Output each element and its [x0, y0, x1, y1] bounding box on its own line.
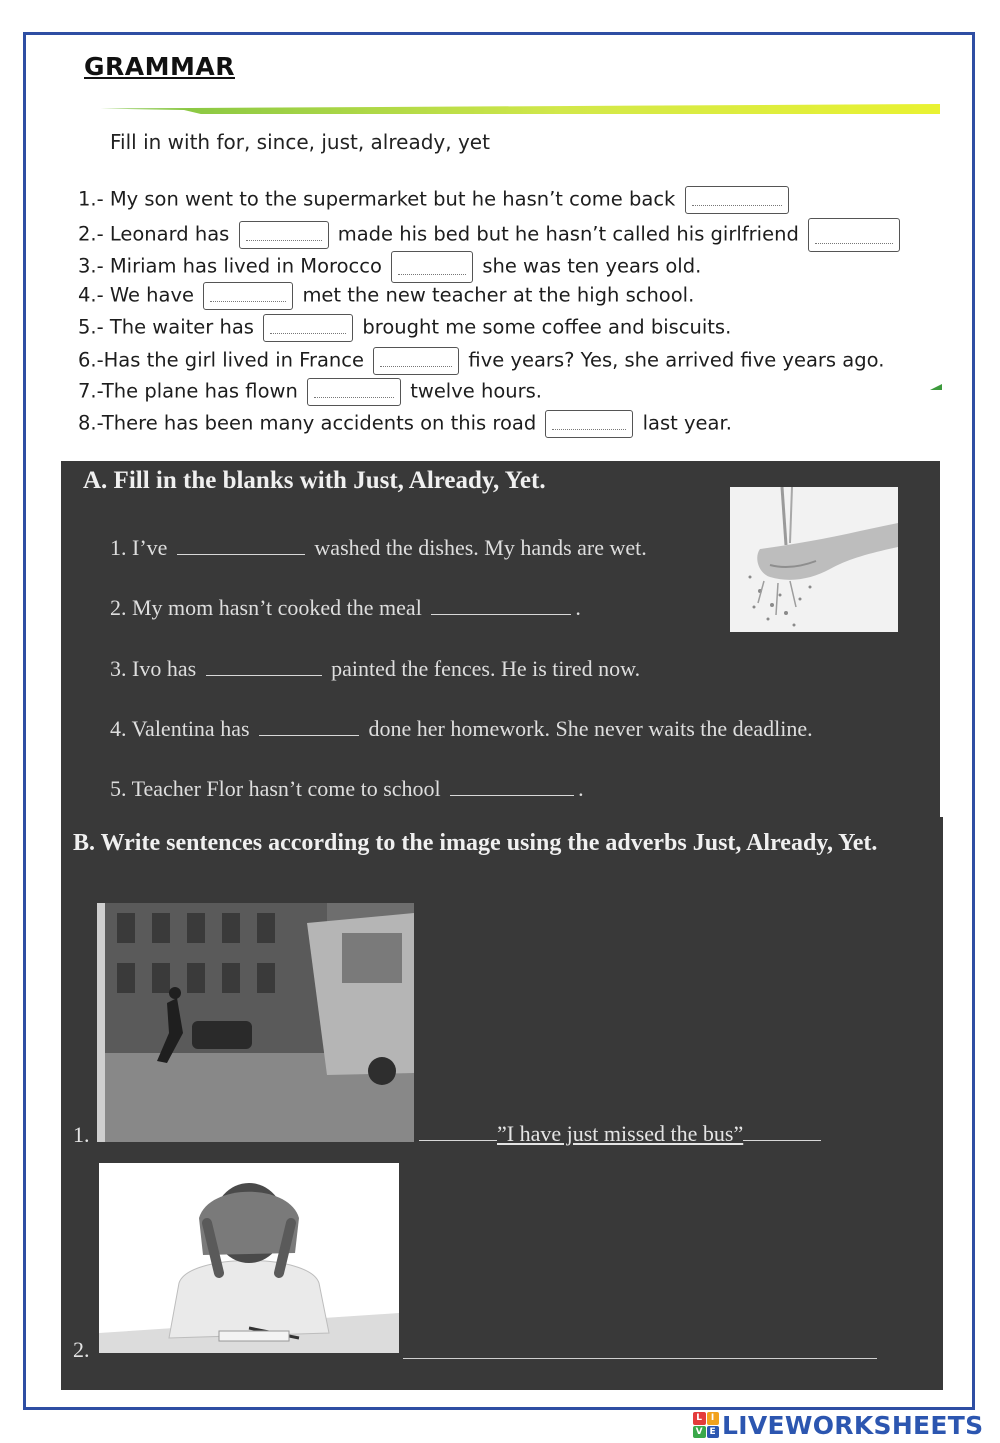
blank-a-3[interactable]	[206, 657, 322, 676]
answer-box-3[interactable]	[391, 251, 473, 283]
blank-b-1-left	[419, 1122, 497, 1141]
logo-mark-letter: V	[693, 1426, 706, 1439]
answer-box-6[interactable]	[373, 347, 459, 375]
answer-box-2b[interactable]	[808, 218, 900, 252]
stressed-boy-image	[99, 1163, 399, 1353]
line-text: 8.-There has been many accidents on this road	[78, 411, 537, 435]
line-text: five years? Yes, she arrived five years ago.	[468, 348, 885, 372]
exercise-b-item-1-answer	[419, 1121, 821, 1147]
exercise-1-instruction: Fill in with for, since, just, already, yet	[110, 130, 490, 154]
line-text: 1.- My son went to the supermarket but he hasn’t come back	[78, 187, 676, 211]
item-number: 3.	[110, 656, 127, 681]
logo-mark-icon	[693, 1412, 719, 1438]
line-text: last year.	[642, 411, 732, 435]
exercise-section-1	[0, 0, 1000, 460]
exercise-b-item-2-number: 2.	[73, 1337, 90, 1362]
line-text: brought me some coffee and biscuits.	[362, 315, 732, 339]
item-text: washed the dishes. My hands are wet.	[314, 535, 647, 560]
answer-box-7[interactable]	[307, 378, 401, 406]
item-number: 2.	[110, 595, 127, 620]
logo-text: LIVEWORKSHEETS	[722, 1410, 984, 1440]
exercise-1-line-8	[78, 410, 732, 438]
item-text: Teacher Flor hasn’t come to school	[131, 776, 441, 801]
line-text: 4.- We have	[78, 283, 195, 307]
page-title: GRAMMAR	[84, 52, 235, 81]
boy-illustration	[99, 1163, 399, 1353]
line-text: she was ten years old.	[482, 254, 702, 278]
line-text: twelve hours.	[410, 379, 542, 403]
logo-mark-letter: E	[707, 1426, 720, 1439]
blank-b-1-right	[743, 1122, 821, 1141]
item-number: 4.	[110, 716, 127, 741]
exercise-b-item-1-number: 1.	[73, 1122, 90, 1147]
answer-box-1[interactable]	[685, 186, 789, 214]
answer-box-8[interactable]	[545, 410, 633, 438]
exercise-b-heading: B. Write sentences according to the image using the adverbs Just, Already, Yet.	[73, 830, 878, 856]
item-text: Ivo has	[132, 656, 197, 681]
line-text: 7.-The plane has flown	[78, 379, 298, 403]
decorative-green-mark	[930, 384, 942, 390]
line-text: 2.- Leonard has	[78, 222, 230, 246]
item-text: done her homework. She never waits the deadline.	[368, 716, 813, 741]
street-scene-illustration	[97, 903, 414, 1142]
item-number: 1.	[110, 535, 127, 560]
line-text: 6.-Has the girl lived in France	[78, 348, 365, 372]
item-text: .	[578, 776, 584, 801]
exercise-a-item-2	[110, 595, 581, 621]
liveworksheets-logo	[693, 1410, 983, 1440]
logo-mark-letter: L	[693, 1412, 706, 1425]
line-text: 3.- Miriam has lived in Morocco	[78, 254, 382, 278]
blank-a-2[interactable]	[431, 596, 571, 615]
item-text: painted the fences. He is tired now.	[331, 656, 641, 681]
item-number: 5.	[110, 776, 127, 801]
exercise-1-line-3	[78, 251, 701, 283]
answer-box-5[interactable]	[263, 314, 353, 342]
exercise-a-heading: A. Fill in the blanks with Just, Already, Yet.	[83, 467, 546, 494]
line-text: met the new teacher at the high school.	[302, 283, 695, 307]
exercise-a-item-4	[110, 716, 813, 742]
exercise-a-item-1	[110, 535, 647, 561]
exercise-a-panel	[61, 461, 940, 817]
exercise-1-line-1	[78, 186, 792, 214]
exercise-b-panel	[61, 817, 943, 1390]
water-hand-illustration	[730, 487, 898, 632]
water-hand-image	[730, 487, 898, 632]
answer-text: ”I have just missed the bus”	[497, 1121, 744, 1146]
bus-street-image	[97, 903, 414, 1142]
exercise-b-item-2-answer-line[interactable]	[403, 1358, 877, 1359]
blank-a-1[interactable]	[177, 536, 305, 555]
exercise-a-item-3	[110, 656, 640, 682]
answer-box-2a[interactable]	[239, 221, 329, 249]
line-text: made his bed but he hasn’t called his girlfriend	[337, 222, 799, 246]
item-text: Valentina has	[131, 716, 250, 741]
exercise-1-line-6	[78, 347, 884, 375]
blank-a-4[interactable]	[259, 717, 359, 736]
item-text: My mom hasn’t cooked the meal	[132, 595, 422, 620]
exercise-a-item-5	[110, 776, 584, 802]
line-text: 5.- The waiter has	[78, 315, 254, 339]
exercise-1-line-2	[78, 218, 903, 252]
exercise-1-line-5	[78, 314, 731, 342]
blank-a-5[interactable]	[450, 777, 574, 796]
exercise-1-line-4	[78, 282, 694, 310]
logo-mark-letter: I	[707, 1412, 720, 1425]
exercise-1-line-7	[78, 378, 542, 406]
answer-box-4[interactable]	[203, 282, 293, 310]
item-text: I’ve	[132, 535, 168, 560]
item-text: .	[575, 595, 581, 620]
